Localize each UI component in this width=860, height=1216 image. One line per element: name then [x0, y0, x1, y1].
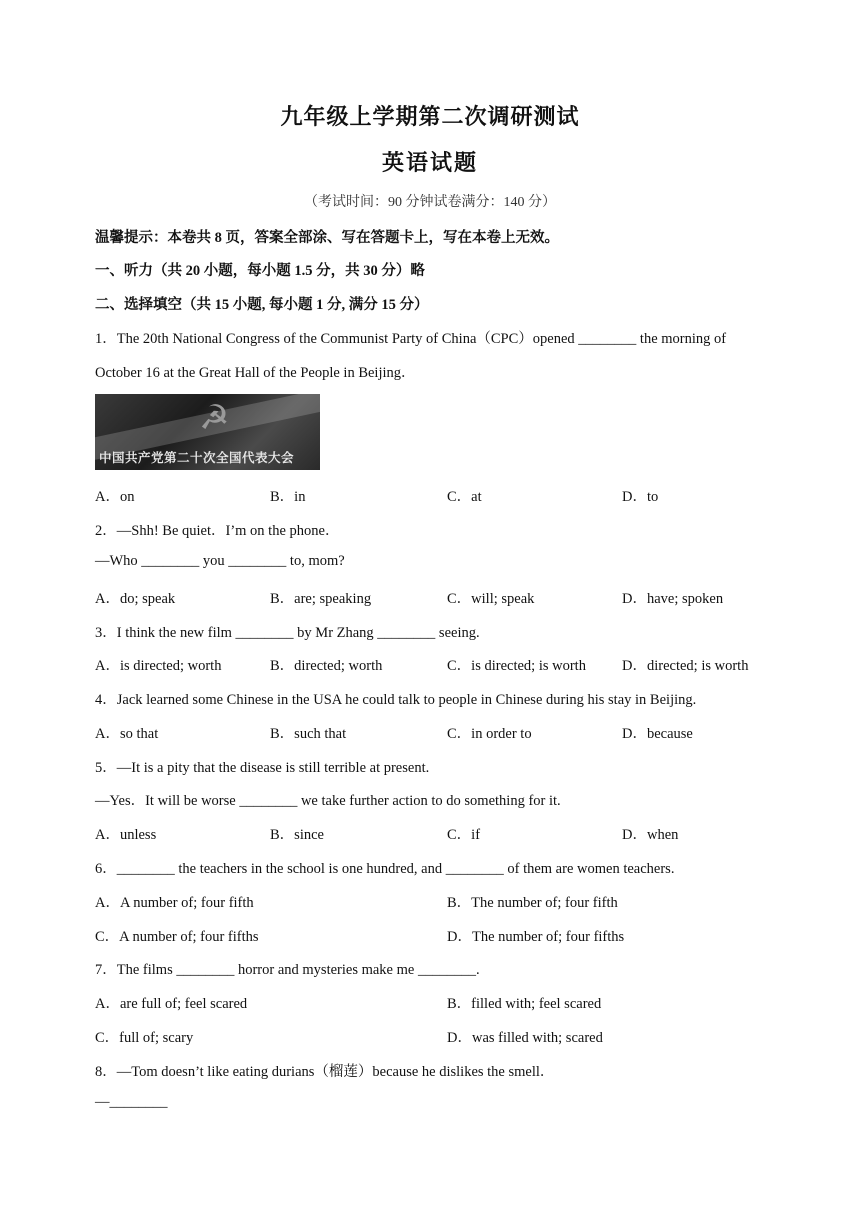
exam-subject: 英语试题	[381, 150, 478, 175]
question-1-option-c: C．at	[447, 489, 482, 505]
congress-photo	[95, 394, 320, 470]
question-7-option-c: C．full of; scary	[95, 1030, 194, 1046]
question-5-option-b: B．since	[270, 827, 324, 843]
exam-subtitle: （考试时间：90 分钟试卷满分：140 分）	[304, 195, 556, 210]
question-7-line-1: 7．The films ________ horror and mysteries make me ________.	[95, 962, 480, 978]
photo-caption: 中国共产党第二十次全国代表大会	[99, 450, 295, 465]
question-2-option-b: B．are; speaking	[270, 591, 372, 607]
question-2-option-a: A．do; speak	[95, 591, 176, 607]
section-choice: 二、选择填空（共 15 小题, 每小题 1 分, 满分 15 分）	[95, 297, 429, 313]
question-5-line-2: —Yes．It will be worse ________ we take further action to do something for it.	[95, 793, 561, 809]
question-8-line-2: —________	[95, 1094, 168, 1110]
question-6-line-1: 6．________ the teachers in the school is one hundred, and ________ of them are women teachers.	[95, 861, 675, 877]
question-2-option-c: C．will; speak	[447, 591, 535, 607]
question-7-option-a: A．are full of; feel scared	[95, 996, 248, 1012]
question-1-line-1: 1．The 20th National Congress of the Communist Party of China（CPC）opened ________ the morning of	[95, 331, 727, 347]
question-5-line-1: 5．—It is a pity that the disease is still terrible at present.	[95, 760, 430, 776]
question-3-line-1: 3．I think the new film ________ by Mr Zhang ________ seeing.	[95, 625, 480, 641]
question-3-option-d: D．directed; is worth	[622, 658, 749, 674]
question-3-option-a: A．is directed; worth	[95, 658, 222, 674]
exam-title: 九年级上学期第二次调研测试	[280, 104, 580, 129]
question-7-option-d: D．was filled with; scared	[447, 1030, 603, 1046]
question-4-option-c: C．in order to	[447, 726, 532, 742]
question-6-option-d: D．The number of; four fifths	[447, 929, 625, 945]
question-4-option-a: A．so that	[95, 726, 159, 742]
question-4-line-1: 4．Jack learned some Chinese in the USA he could talk to people in Chinese during his stay in Beijing.	[95, 692, 697, 708]
question-6-option-c: C．A number of; four fifths	[95, 929, 259, 945]
question-5-option-d: D．when	[622, 827, 679, 843]
party-emblem-icon: ☭	[199, 400, 230, 437]
question-2-option-d: D．have; spoken	[622, 591, 724, 607]
notice-text: 温馨提示：本卷共 8 页，答案全部涂、写在答题卡上，写在本卷上无效。	[95, 230, 559, 246]
question-5-option-c: C．if	[447, 827, 481, 843]
question-3-option-c: C．is directed; is worth	[447, 658, 586, 674]
question-3-option-b: B．directed; worth	[270, 658, 383, 674]
question-1-option-b: B．in	[270, 489, 306, 505]
question-1-line-2: October 16 at the Great Hall of the People in Beijing．	[95, 365, 416, 381]
question-5-option-a: A．unless	[95, 827, 157, 843]
question-1-option-a: A．on	[95, 489, 135, 505]
question-2-line-1: 2．—Shh! Be quiet．I’m on the phone．	[95, 523, 340, 539]
question-2-line-2: —Who ________ you ________ to, mom?	[95, 553, 345, 569]
question-7-option-b: B．filled with; feel scared	[447, 996, 602, 1012]
question-8-line-1: 8．—Tom doesn’t like eating durians（榴莲）because he dislikes the smell．	[95, 1064, 555, 1080]
question-4-option-d: D．because	[622, 726, 693, 742]
question-4-option-b: B．such that	[270, 726, 347, 742]
question-6-option-a: A．A number of; four fifth	[95, 895, 254, 911]
section-listening: 一、听力（共 20 小题，每小题 1.5 分，共 30 分）略	[95, 263, 425, 279]
question-1-option-d: D．to	[622, 489, 659, 505]
question-6-option-b: B．The number of; four fifth	[447, 895, 618, 911]
